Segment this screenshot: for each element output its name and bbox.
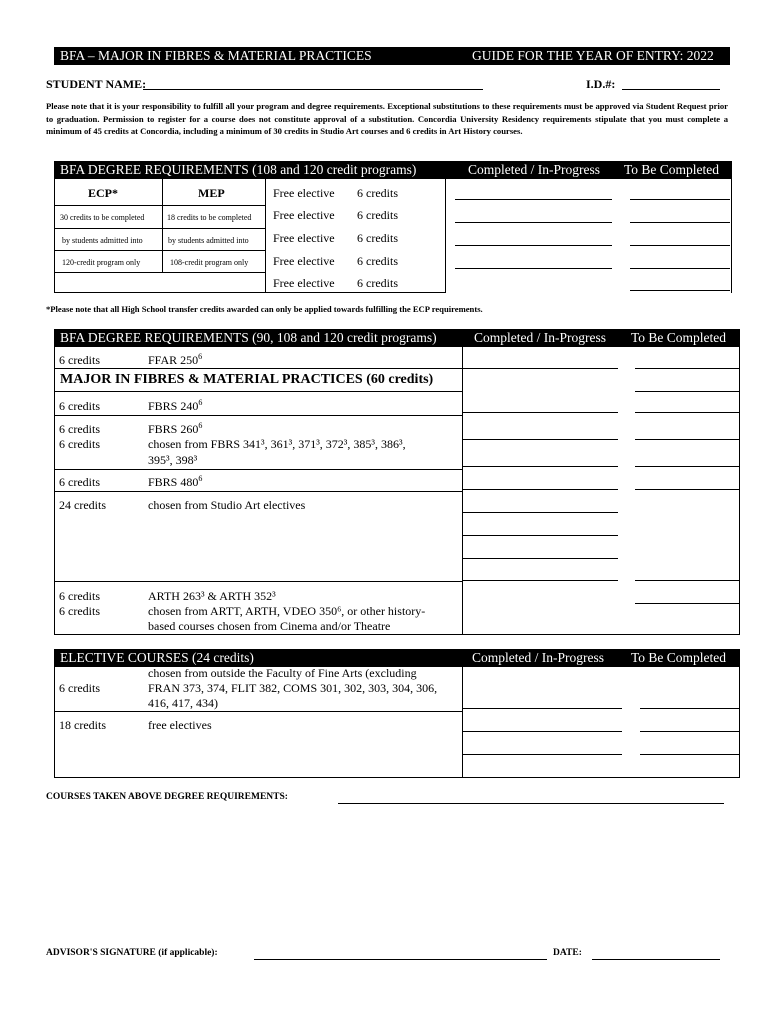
section2-right-border xyxy=(739,347,740,635)
fbrs260-course xyxy=(148,422,202,437)
tobe-field[interactable] xyxy=(635,580,739,581)
fbrs240-course xyxy=(148,399,202,414)
free-elective-label: Free elective xyxy=(273,276,335,290)
completed-field[interactable] xyxy=(462,708,622,709)
section1-title: BFA DEGREE REQUIREMENTS (108 and 120 credit programs) xyxy=(60,162,417,177)
tobe-field[interactable] xyxy=(640,708,739,709)
tobe-field[interactable] xyxy=(635,489,739,490)
section3-divider xyxy=(462,667,463,778)
entry-year-guide: GUIDE FOR THE YEAR OF ENTRY: 2022 xyxy=(472,48,714,63)
row-line xyxy=(54,469,462,470)
fbrs240-code: FBRS 240 xyxy=(148,399,199,413)
advisor-signature-field[interactable] xyxy=(254,959,547,960)
fbrs240-credits: 6 credits xyxy=(59,399,100,413)
section2-bottom xyxy=(54,634,740,635)
completed-field[interactable] xyxy=(462,558,618,559)
ecp-mep-divider xyxy=(162,179,163,272)
arth2-text: chosen from ARTT, ARTH, VDEO 350⁶, or other history- xyxy=(148,604,426,618)
completed-field[interactable] xyxy=(455,245,612,246)
tobe-field[interactable] xyxy=(635,368,739,369)
mep-line: 108-credit program only xyxy=(170,258,249,267)
row-line xyxy=(54,415,462,416)
free-elective-credits: 6 credits xyxy=(357,276,398,290)
tobe-field[interactable] xyxy=(630,199,730,200)
section3-header xyxy=(54,649,740,667)
mep-line: 18 credits to be completed xyxy=(167,213,252,222)
tobe-field[interactable] xyxy=(630,222,730,223)
completed-field[interactable] xyxy=(462,368,618,369)
free-elective-label: Free elective xyxy=(273,231,335,245)
completed-field[interactable] xyxy=(462,754,622,755)
free-elective-label: Free elective xyxy=(273,254,335,268)
tobe-field[interactable] xyxy=(640,754,739,755)
program-title: BFA – MAJOR IN FIBRES & MATERIAL PRACTICES xyxy=(60,48,372,63)
free-elective-credits: 6 credits xyxy=(357,254,398,268)
ecp-row-line xyxy=(54,205,265,206)
id-label: I.D.#: xyxy=(586,77,616,91)
section2-col-tobe: To Be Completed xyxy=(631,330,727,345)
completed-field[interactable] xyxy=(462,439,618,440)
free-text: free electives xyxy=(148,718,212,732)
free-credits: 18 credits xyxy=(59,718,106,732)
outside-text: 416, 417, 434) xyxy=(148,696,218,710)
ecp-row-line xyxy=(54,272,265,273)
ecp-row-line xyxy=(54,228,265,229)
arth-credits: 6 credits xyxy=(59,589,100,603)
tobe-field[interactable] xyxy=(630,245,730,246)
date-field[interactable] xyxy=(592,959,720,960)
completed-field[interactable] xyxy=(455,222,612,223)
row-line xyxy=(54,491,462,492)
section3-left-border xyxy=(54,667,55,778)
fbrs260-sup: 6 xyxy=(198,421,203,430)
section1-bottom xyxy=(54,292,445,293)
tobe-field[interactable] xyxy=(635,466,739,467)
section2-title: BFA DEGREE REQUIREMENTS (90, 108 and 120 credit programs) xyxy=(60,330,437,345)
fbrs240-sup: 6 xyxy=(198,398,203,407)
date-label: DATE: xyxy=(553,948,582,958)
arth-text: ARTH 263³ & ARTH 352³ xyxy=(148,589,276,603)
section2-col-completed: Completed / In-Progress xyxy=(474,330,606,345)
ffar-code: FFAR 250 xyxy=(148,353,199,367)
major-title: MAJOR IN FIBRES & MATERIAL PRACTICES (60 credits) xyxy=(60,372,434,387)
free-elective-label: Free elective xyxy=(273,208,335,222)
section3-title: ELECTIVE COURSES (24 credits) xyxy=(60,650,254,665)
section1-header xyxy=(54,161,732,179)
arth2-text2: based courses chosen from Cinema and/or Theatre xyxy=(148,619,391,633)
advisor-label: ADVISOR'S SIGNATURE (if applicable): xyxy=(46,948,218,958)
student-name-label: STUDENT NAME: xyxy=(46,77,147,91)
ffar-credits: 6 credits xyxy=(59,353,100,367)
section3-col-tobe: To Be Completed xyxy=(631,650,727,665)
completed-field[interactable] xyxy=(462,535,618,536)
section1-col-tobe: To Be Completed xyxy=(624,162,720,177)
courses-above-field[interactable] xyxy=(338,803,724,804)
tobe-field[interactable] xyxy=(630,268,730,269)
ecp-row-line xyxy=(54,250,265,251)
fbrs-chosen-text: chosen from FBRS 341³, 361³, 371³, 372³, 385³, 386³, xyxy=(148,437,406,451)
ecp-line: 30 credits to be completed xyxy=(60,213,145,222)
fbrs480-sup: 6 xyxy=(198,474,203,483)
tobe-field[interactable] xyxy=(635,439,739,440)
completed-field[interactable] xyxy=(455,268,612,269)
mep-header: MEP xyxy=(198,186,225,200)
tobe-field[interactable] xyxy=(635,391,739,392)
fbrs260-code: FBRS 260 xyxy=(148,422,199,436)
outside-credits: 6 credits xyxy=(59,681,100,695)
free-elective-credits: 6 credits xyxy=(357,186,398,200)
fbrs480-course xyxy=(148,475,202,490)
tobe-field[interactable] xyxy=(635,603,739,604)
row-line xyxy=(54,368,462,369)
ecp-line: 120-credit program only xyxy=(62,258,141,267)
arth2-credits: 6 credits xyxy=(59,604,100,618)
id-field[interactable] xyxy=(622,89,720,90)
completed-field[interactable] xyxy=(462,731,622,732)
completed-field[interactable] xyxy=(462,512,618,513)
tobe-field[interactable] xyxy=(640,731,739,732)
section3-bottom xyxy=(54,777,740,778)
fbrs-chosen-credits: 6 credits xyxy=(59,437,100,451)
completed-field[interactable] xyxy=(455,199,612,200)
section2-header xyxy=(54,329,740,347)
courses-above-label: COURSES TAKEN ABOVE DEGREE REQUIREMENTS: xyxy=(46,792,288,802)
fbrs480-credits: 6 credits xyxy=(59,475,100,489)
completed-field[interactable] xyxy=(462,489,618,490)
section1-right-border xyxy=(731,179,732,293)
fbrs480-code: FBRS 480 xyxy=(148,475,199,489)
section1-left-border xyxy=(54,179,55,293)
ecp-header: ECP* xyxy=(88,186,118,200)
header-bar xyxy=(54,47,730,65)
free-elective-label: Free elective xyxy=(273,186,335,200)
fbrs-chosen-text2: 395³, 398³ xyxy=(148,453,198,467)
mep-free-divider xyxy=(265,179,266,293)
section1-divider xyxy=(445,179,446,293)
ffar-course xyxy=(148,353,202,368)
free-elective-credits: 6 credits xyxy=(357,208,398,222)
row-line xyxy=(54,711,462,712)
notice-paragraph: Please note that it is your responsibility to fulfill all your program and degree requirements. Exceptional substitutions to these requirements must be approved via Student Request prior to graduation. Permission to register for a course does not constitute approval of a substitution. Concordia University Residency requirements stipulate that you must complete a minimum of 45 credits at Concordia, including a minimum of 30 credits in Studio Art courses and 6 credits in Art History courses. xyxy=(46,101,728,136)
mep-line: by students admitted into xyxy=(168,236,249,245)
studio-credits: 24 credits xyxy=(59,498,106,512)
ecp-line: by students admitted into xyxy=(62,236,143,245)
student-name-field[interactable] xyxy=(143,89,483,90)
tobe-field[interactable] xyxy=(635,412,739,413)
completed-field[interactable] xyxy=(462,466,618,467)
section3-col-completed: Completed / In-Progress xyxy=(472,650,604,665)
studio-text: chosen from Studio Art electives xyxy=(148,498,306,512)
tobe-field[interactable] xyxy=(630,290,730,291)
section1-col-completed: Completed / In-Progress xyxy=(468,162,600,177)
completed-field[interactable] xyxy=(462,580,618,581)
fbrs260-credits: 6 credits xyxy=(59,422,100,436)
row-line xyxy=(54,581,462,582)
section3-right-border xyxy=(739,667,740,778)
free-elective-credits: 6 credits xyxy=(357,231,398,245)
section2-divider xyxy=(462,347,463,635)
ffar-sup: 6 xyxy=(198,352,203,361)
outside-text: FRAN 373, 374, FLIT 382, COMS 301, 302, 303, 304, 306, xyxy=(148,681,438,695)
row-line xyxy=(54,391,462,392)
ecp-footnote: *Please note that all High School transfer credits awarded can only be applied towards fulfilling the ECP requirements. xyxy=(46,304,483,314)
outside-text: chosen from outside the Faculty of Fine Arts (excluding xyxy=(148,666,417,680)
completed-field[interactable] xyxy=(462,412,618,413)
